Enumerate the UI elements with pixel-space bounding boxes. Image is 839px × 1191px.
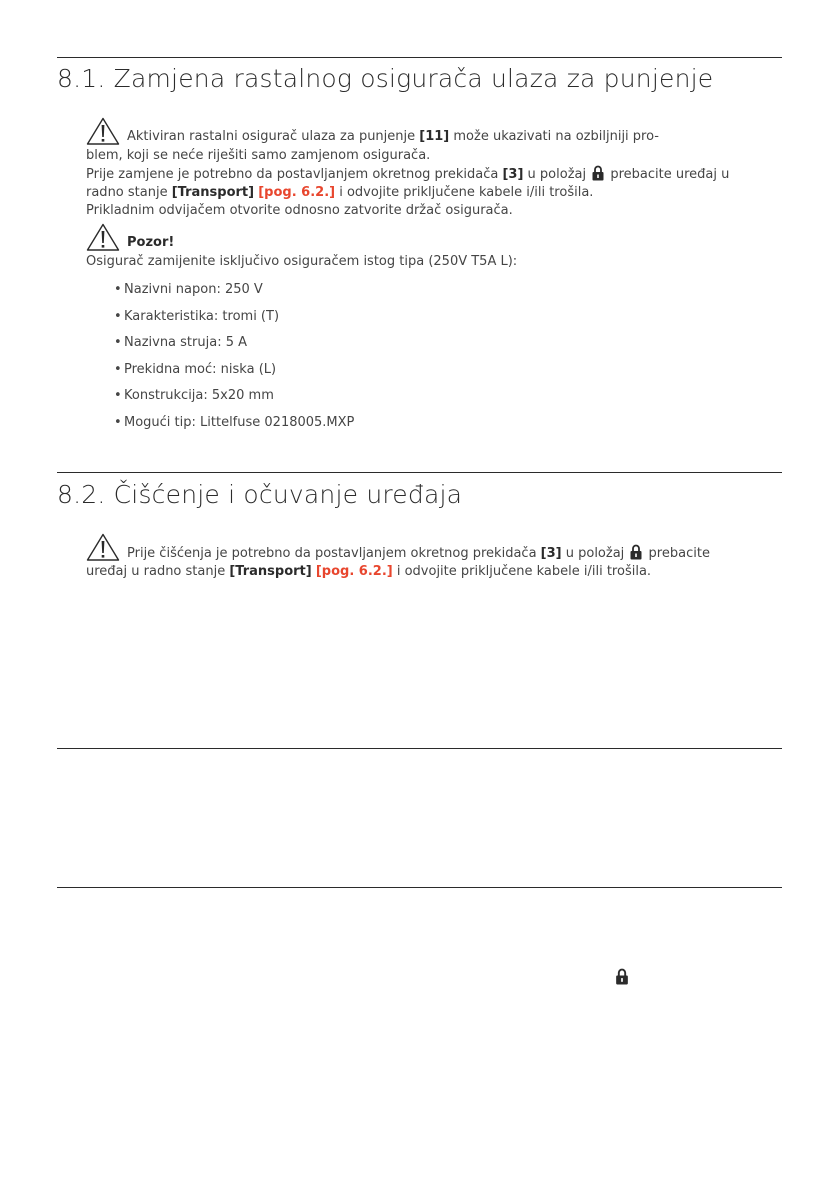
- warning-text-line: Prikladnim odvijačem otvorite odnosno zatvorite držač osigurača.: [86, 203, 513, 218]
- section-1-top-rule: [57, 57, 782, 58]
- fuse-spec-list: [86, 281, 776, 440]
- list-item: • Konstrukcija: 5x20 mm: [114, 388, 274, 403]
- list-item: • Nazivni napon: 250 V: [114, 282, 263, 297]
- warning-triangle-icon: [86, 117, 120, 145]
- reference-3: [3]: [502, 167, 524, 182]
- section-2-warning: Prije čišćenja je potrebno da postavljanjem okretnog prekidača [3] u položaj prebacite uređaj u radno stanje [Transport] [pog. 6.2.] i odvojite priključene kabele i/ili trošila.: [86, 533, 776, 581]
- warning-text-line: radno stanje [Transport] [pog. 6.2.] i odvojite priključene kabele i/ili trošila.: [86, 185, 594, 200]
- reference-11: [11]: [419, 129, 450, 144]
- list-item: • Nazivna struja: 5 A: [114, 335, 247, 350]
- caution-heading: Pozor!: [127, 235, 175, 250]
- section-2-title: 8.2. Čišćenje i očuvanje uređaja: [57, 480, 463, 509]
- page-reference-link[interactable]: [pog. 6.2.]: [258, 185, 336, 200]
- list-item: • Mogući tip: Littelfuse 0218005.MXP: [114, 414, 355, 430]
- transport-mode: [Transport]: [171, 185, 255, 200]
- warning-text: Prije čišćenja je potrebno da postavljanjem okretnog prekidača: [127, 546, 541, 561]
- lock-icon: [592, 165, 604, 181]
- section-4-top-rule: [57, 887, 782, 888]
- warning-triangle-icon: [86, 533, 120, 561]
- warning-triangle-icon: [86, 223, 120, 251]
- warning-text-line: Prije zamjene je potrebno da postavljanjem okretnog prekidača [3] u položaj prebacite uređaj u: [86, 167, 730, 182]
- list-item: • Karakteristika: tromi (T): [114, 308, 280, 324]
- warning-text-line: uređaj u radno stanje [Transport] [pog. 6.2.] i odvojite priključene kabele i/ili trošila.: [86, 564, 652, 579]
- lock-icon: [615, 968, 629, 985]
- caution-intro: Osigurač zamijenite isključivo osiguračem istog tipa (250V T5A L):: [86, 254, 518, 269]
- page-reference-link[interactable]: [pog. 6.2.]: [315, 564, 393, 579]
- lock-icon: [630, 544, 642, 560]
- list-item: • Prekidna moć: niska (L): [114, 361, 277, 377]
- section-1-warning: Aktiviran rastalni osigurač ulaza za punjenje [11] može ukazivati na ozbiljniji pro- blem, koji se neće riješiti samo zamjenom osigurača. Prije zamjene je potrebno da postavljanjem okretnog prekidača [3] u položaj prebacite uređaj u radno stanje [Transport] [pog. 6.2.] i odvojite priključene kabele i/ili trošila. Prikladnim odvijačem otvorite odnosno zatvorite držač osigurača.: [86, 117, 776, 220]
- reference-3: [3]: [540, 546, 562, 561]
- warning-text-line: blem, koji se neće riješiti samo zamjenom osigurača.: [86, 148, 431, 163]
- section-1-caution: [86, 223, 776, 440]
- transport-mode: [Transport]: [229, 564, 312, 579]
- section-3-top-rule: [57, 748, 782, 749]
- section-2-top-rule: [57, 472, 782, 473]
- warning-text: Aktiviran rastalni osigurač ulaza za punjenje: [127, 129, 420, 144]
- section-1-title: 8.1. Zamjena rastalnog osigurača ulaza za punjenje: [57, 64, 714, 93]
